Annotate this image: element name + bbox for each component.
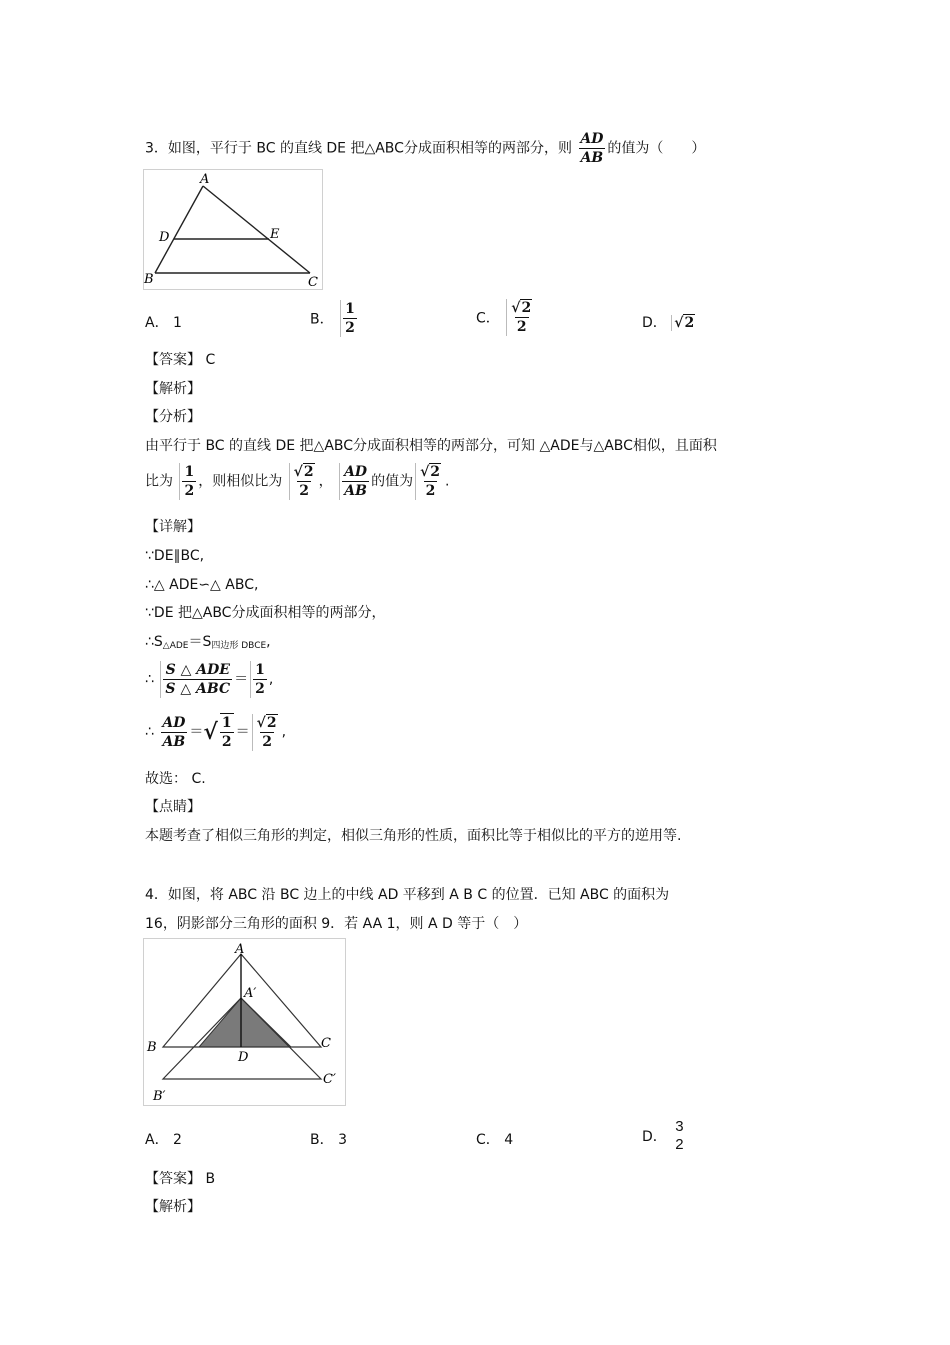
q3-label-a: A (200, 172, 210, 187)
q3-step-3: ∵DE 把△ABC分成面积相等的两部分， (145, 605, 386, 621)
q3-option-d[interactable]: D． √2 (642, 315, 695, 331)
q4-label-d: D (238, 1050, 249, 1065)
q3-option-c[interactable]: C． $\frac{√2}{2}$ (476, 299, 536, 336)
q3-stem-text-b: 的值为（ ） (607, 140, 706, 157)
q4-label-b-prime: B′ (153, 1089, 166, 1104)
q3-label-d: D (159, 230, 170, 245)
q3-step-4: $\therefore S_{\triangle ADE}=S_{四边形 DBCE}$, (145, 634, 271, 651)
q3-xiangjie-heading: 【详解】 (145, 519, 201, 535)
q3-answer: 【答案】 C (145, 352, 216, 368)
q3-step-5: ∴ $\frac{\text{S △ ADE}}{\text{S △ ABC}}$ ＝ $\frac{1}{2}$ , (145, 662, 274, 697)
q3-dianjing-heading: 【点睛】 (145, 799, 201, 815)
q4-label-c: C (321, 1036, 331, 1051)
q4-label-c-prime: C′ (323, 1072, 336, 1087)
q3-choose: 故选： C. (145, 771, 206, 787)
q3-stem-text-a: 3．如图，平行于 BC 的直线 DE 把△ABC分成面积相等的两部分，则 (145, 140, 572, 157)
q4-option-a[interactable]: A． 2 (145, 1132, 182, 1148)
q3-label-b: B (144, 272, 154, 287)
q3-option-a[interactable]: A． 1 (145, 315, 182, 331)
q3-stem (145, 130, 705, 167)
q4-answer: 【答案】 B (145, 1171, 216, 1187)
q4-label-a: A (235, 942, 245, 957)
q3-answer-value: C (205, 352, 216, 368)
q4-label-b: B (147, 1040, 157, 1055)
q3-stem-fraction: $\frac{AD}{AB}$ (580, 131, 604, 166)
q3-jiexi-heading: 【解析】 (145, 381, 201, 397)
q4-figure (143, 938, 346, 1106)
q3-comment: 本题考查了相似三角形的判定，相似三角形的性质，面积比等于相似比的平方的逆用等. (145, 828, 682, 844)
q4-option-c[interactable]: C． 4 (476, 1132, 514, 1148)
q4-stem-line2: 16，阴影部分三角形的面积 9．若 AA 1，则 A D 等于（ ） (145, 916, 528, 932)
q4-label-a-prime: A′ (244, 986, 257, 1001)
q4-answer-value: B (205, 1171, 216, 1187)
q3-option-b[interactable]: B． $\frac{1}{2}$ (310, 301, 355, 336)
q3-step-1: ∵DE∥BC, (145, 548, 205, 564)
q3-label-c: C (308, 275, 318, 290)
q3-label-e: E (270, 227, 280, 242)
q3-analysis-line1: 由平行于 BC 的直线 DE 把△ABC分成面积相等的两部分，可知 △ADE与△ABC相似，且面积 (145, 438, 717, 454)
q4-jiexi-heading: 【解析】 (145, 1199, 201, 1215)
q4-option-d[interactable]: D． 3 2 (642, 1118, 684, 1153)
q3-analysis-line2: 比为 $\frac{1}{2}$ ，则相似比为 $\frac{√2}{2}$ ， $\frac{AD}{AB}$ 的值为 $\frac{√2}{2}$ . (145, 464, 450, 499)
q3-step-2: ∴△ ADE∽△ ABC, (145, 577, 259, 593)
q4-stem-line1: 4．如图，将 ABC 沿 BC 边上的中线 AD 平移到 A B C 的位置．已知 ABC 的面积为 (145, 887, 670, 903)
q3-fenxi-heading: 【分析】 (145, 409, 201, 425)
q4-option-b[interactable]: B． 3 (310, 1132, 347, 1148)
q3-step-6: ∴ $\frac{AD}{AB}$ ＝√ $\frac{1}{2}$ ＝ $\frac{√2}{2}$ , (145, 714, 287, 750)
q3-figure (143, 169, 323, 290)
